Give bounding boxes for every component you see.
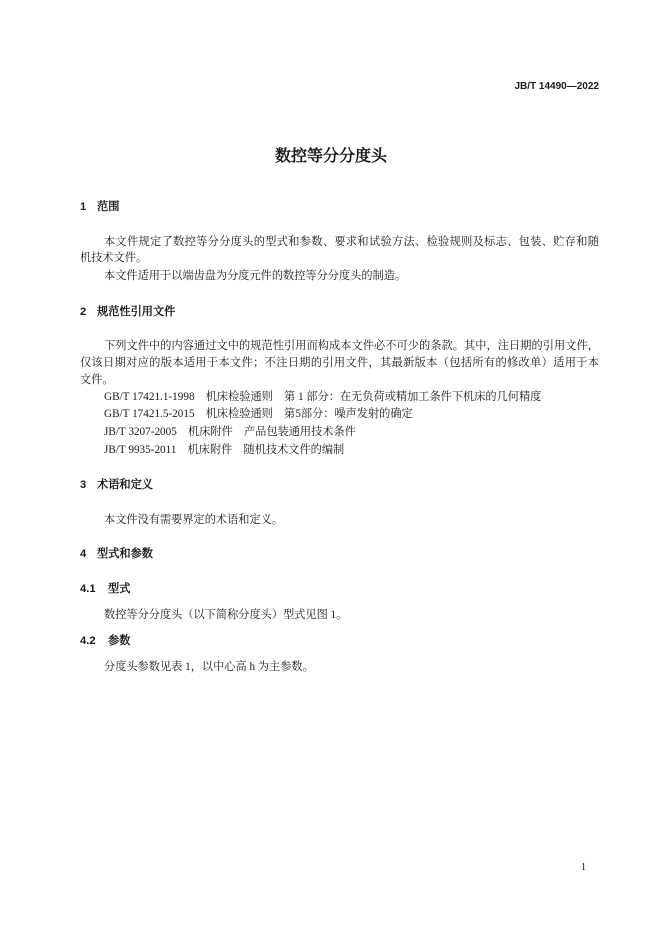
section-title: 术语和定义 <box>97 479 153 491</box>
reference-item: GB/T 17421.1-1998 机床检验通则 第 1 部分：在无负荷或精加工条件下机床的几何精度 <box>104 391 542 403</box>
reference-item: JB/T 3207-2005 机床附件 产品包装通用技术条件 <box>104 426 356 438</box>
document-title: 数控等分分度头 <box>274 148 387 165</box>
paragraph-line: 文件。 <box>80 374 114 386</box>
paragraph-line: 本文件没有需要界定的术语和定义。 <box>104 514 284 526</box>
subsection-number: 4.2 <box>80 635 96 647</box>
section-number: 4 <box>80 548 87 560</box>
section-number: 2 <box>80 306 87 318</box>
reference-item: JB/T 9935-2011 机床附件 随机技术文件的编制 <box>104 444 345 456</box>
section-number: 1 <box>80 201 87 213</box>
paragraph-line: 本文件适用于以端齿盘为分度元件的数控等分分度头的制造。 <box>104 270 407 282</box>
subsection-title: 参数 <box>108 635 131 647</box>
reference-item: GB/T 17421.5-2015 机床检验通则 第5部分：噪声发射的确定 <box>104 408 413 420</box>
section-number: 3 <box>80 479 87 491</box>
document-number: JB/T 14490—2022 <box>514 81 599 92</box>
paragraph-line: 仅该日期对应的版本适用于本文件；不注日期的引用文件，其最新版本（包括所有的修改单）适用于本 <box>80 357 599 369</box>
subsection-title: 型式 <box>108 583 131 595</box>
section-title: 型式和参数 <box>97 548 153 560</box>
page-number: 1 <box>581 862 586 873</box>
paragraph-line: 下列文件中的内容通过文中的规范性引用而构成本文件必不可少的条款。其中，注日期的引用文件， <box>104 340 599 352</box>
section-title: 范围 <box>97 201 120 213</box>
section-title: 规范性引用文件 <box>97 306 176 318</box>
paragraph-line: 分度头参数见表 1，以中心高 h 为主参数。 <box>104 661 314 673</box>
paragraph-line: 机技术文件。 <box>80 252 148 264</box>
subsection-number: 4.1 <box>80 583 96 595</box>
paragraph-line: 本文件规定了数控等分分度头的型式和参数、要求和试验方法、检验规则及标志、包装、贮存和随 <box>104 236 599 248</box>
paragraph-line: 数控等分分度头（以下简称分度头）型式见图 1。 <box>104 609 348 621</box>
